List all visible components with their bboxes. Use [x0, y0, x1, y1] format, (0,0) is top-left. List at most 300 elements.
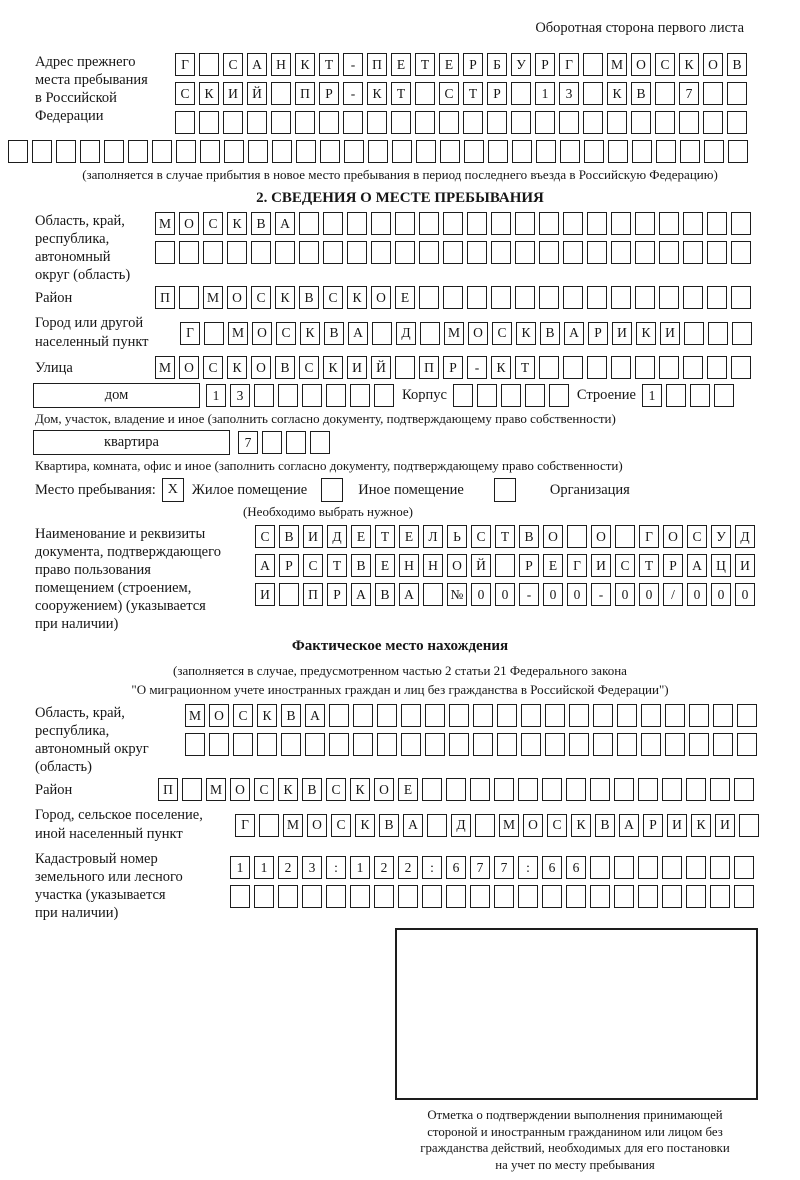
char-cell: Н [423, 554, 443, 577]
char-cell [614, 885, 634, 908]
char-cell: В [351, 554, 371, 577]
char-cell: - [519, 583, 539, 606]
char-cell: С [203, 356, 223, 379]
char-cell: Т [327, 554, 347, 577]
char-cell [419, 212, 439, 235]
char-cell [635, 212, 655, 235]
char-cell [398, 885, 418, 908]
char-cell [593, 704, 613, 727]
char-cell [707, 286, 727, 309]
char-cell: П [158, 778, 178, 801]
actual-district-cells [158, 778, 754, 801]
char-cell: Е [375, 554, 395, 577]
char-cell: Р [663, 554, 683, 577]
stay-option-organization-label: Организация [549, 481, 630, 498]
char-cell [392, 140, 412, 163]
char-cell: С [233, 704, 253, 727]
char-cell [209, 733, 229, 756]
char-cell [563, 241, 583, 264]
char-cell [659, 286, 679, 309]
char-cell [329, 704, 349, 727]
char-cell [278, 384, 298, 407]
stay-type-row [0, 478, 800, 502]
char-cell [179, 286, 199, 309]
document-row-3 [255, 583, 755, 606]
char-cell: А [564, 322, 584, 345]
char-cell [611, 241, 631, 264]
char-cell [614, 856, 634, 879]
char-cell: К [636, 322, 656, 345]
char-cell [470, 885, 490, 908]
char-cell: С [471, 525, 491, 548]
char-cell: К [691, 814, 711, 837]
char-cell: К [347, 286, 367, 309]
char-cell [464, 140, 484, 163]
label-line: Кадастровый номер [35, 851, 158, 867]
char-cell: О [663, 525, 683, 548]
char-cell: К [516, 322, 536, 345]
char-cell: 1 [642, 384, 662, 407]
prev-address-label [0, 53, 175, 125]
stay-label: Место пребывания: [35, 481, 156, 498]
char-cell [539, 286, 559, 309]
char-cell: Т [463, 82, 483, 105]
char-cell: 7 [679, 82, 699, 105]
actual-region-row-1 [185, 704, 757, 727]
char-cell [587, 212, 607, 235]
label-line: республика, [35, 231, 110, 247]
char-cell [295, 111, 315, 134]
label-line: Область, край, [35, 705, 125, 721]
char-cell: Й [371, 356, 391, 379]
char-cell: И [303, 525, 323, 548]
char-cell [566, 885, 586, 908]
char-cell [590, 856, 610, 879]
cadastre-row-2 [230, 885, 754, 908]
char-cell: О [374, 778, 394, 801]
char-cell [453, 384, 473, 407]
char-cell [416, 140, 436, 163]
char-cell: С [492, 322, 512, 345]
char-cell [463, 111, 483, 134]
char-cell [590, 885, 610, 908]
korpus-cells [453, 384, 569, 407]
char-cell [617, 733, 637, 756]
char-cell [542, 778, 562, 801]
prev-address-cells [175, 53, 747, 134]
char-cell [350, 384, 370, 407]
char-cell [446, 778, 466, 801]
char-cell [497, 733, 517, 756]
char-cell [539, 241, 559, 264]
city-cells [180, 322, 752, 345]
char-cell: Е [391, 53, 411, 76]
char-cell [374, 384, 394, 407]
char-cell [515, 241, 535, 264]
char-cell [511, 111, 531, 134]
char-cell: М [203, 286, 223, 309]
actual-district-row [0, 778, 800, 801]
char-cell [632, 140, 652, 163]
char-cell: М [228, 322, 248, 345]
char-cell [310, 431, 330, 454]
char-cell: Д [327, 525, 347, 548]
char-cell [487, 111, 507, 134]
char-cell [415, 82, 435, 105]
char-cell [495, 554, 515, 577]
confirmation-stamp-box [395, 928, 758, 1100]
char-cell: 0 [711, 583, 731, 606]
char-cell [473, 733, 493, 756]
label-line: (заполняется в случае, предусмотренном частью 2 статьи 21 Федерального закона [173, 663, 627, 678]
char-cell: Е [351, 525, 371, 548]
label-line: участка (указывается [35, 887, 166, 903]
char-cell [680, 140, 700, 163]
char-cell [204, 322, 224, 345]
prev-address-row-3 [175, 111, 747, 134]
char-cell [251, 241, 271, 264]
char-cell [684, 322, 704, 345]
char-cell [279, 583, 299, 606]
stay-option-other-label: Иное помещение [358, 481, 464, 498]
char-cell: Г [639, 525, 659, 548]
char-cell [491, 286, 511, 309]
actual-region-label [0, 704, 185, 776]
char-cell [449, 733, 469, 756]
char-cell: 0 [495, 583, 515, 606]
checkbox-organization [494, 478, 516, 502]
char-cell: Т [391, 82, 411, 105]
char-cell: И [612, 322, 632, 345]
char-cell: С [687, 525, 707, 548]
char-cell: В [595, 814, 615, 837]
char-cell [559, 111, 579, 134]
char-cell: В [379, 814, 399, 837]
char-cell: Т [319, 53, 339, 76]
char-cell [343, 111, 363, 134]
char-cell [155, 241, 175, 264]
label-line: стороной и иностранным гражданином или лицом без [427, 1124, 723, 1139]
apartment-note: Квартира, комната, офис и иное (заполнить согласно документу, подтверждающему право собственности) [35, 458, 623, 473]
char-cell: В [275, 356, 295, 379]
document-label [0, 525, 255, 633]
char-cell [395, 241, 415, 264]
char-cell: Й [471, 554, 491, 577]
char-cell: Р [463, 53, 483, 76]
char-cell: - [467, 356, 487, 379]
char-cell: Й [247, 82, 267, 105]
char-cell [377, 733, 397, 756]
char-cell: Т [515, 356, 535, 379]
char-cell: К [199, 82, 219, 105]
char-cell [425, 704, 445, 727]
char-cell: Г [180, 322, 200, 345]
char-cell [731, 286, 751, 309]
char-cell [563, 286, 583, 309]
char-cell [203, 241, 223, 264]
char-cell [497, 704, 517, 727]
label-line: в Российской [35, 90, 117, 106]
region-block [0, 212, 800, 284]
char-cell: И [347, 356, 367, 379]
char-cell: 2 [398, 856, 418, 879]
label-line: "О миграционном учете иностранных граждан и лиц без гражданства в Российской Федерации") [131, 682, 669, 697]
char-cell [32, 140, 52, 163]
char-cell: С [254, 778, 274, 801]
char-cell [344, 140, 364, 163]
actual-region-cells [185, 704, 757, 756]
char-cell [488, 140, 508, 163]
char-cell: С [323, 286, 343, 309]
char-cell: Е [395, 286, 415, 309]
char-cell [491, 212, 511, 235]
char-cell [511, 82, 531, 105]
char-cell [611, 212, 631, 235]
char-cell [569, 733, 589, 756]
char-cell [638, 885, 658, 908]
char-cell: В [302, 778, 322, 801]
char-cell: 2 [374, 856, 394, 879]
char-cell [278, 885, 298, 908]
stroenie-label: Строение [576, 387, 636, 403]
char-cell: 0 [567, 583, 587, 606]
char-cell: Е [399, 525, 419, 548]
char-cell [395, 356, 415, 379]
label-line: (область) [35, 759, 92, 775]
char-cell: М [444, 322, 464, 345]
char-cell [707, 212, 727, 235]
street-cells [155, 356, 751, 379]
char-cell [104, 140, 124, 163]
char-cell [563, 356, 583, 379]
char-cell [521, 733, 541, 756]
char-cell: 7 [470, 856, 490, 879]
char-cell [521, 704, 541, 727]
char-cell: О [230, 778, 250, 801]
char-cell [607, 111, 627, 134]
char-cell [567, 525, 587, 548]
char-cell [617, 704, 637, 727]
char-cell: С [655, 53, 675, 76]
char-cell: Е [439, 53, 459, 76]
char-cell: О [251, 356, 271, 379]
actual-location-note [0, 661, 800, 699]
char-cell [512, 140, 532, 163]
label-line: населенный пункт [35, 334, 149, 350]
char-cell [545, 704, 565, 727]
label-line: земельного или лесного [35, 869, 183, 885]
cadastre-label [0, 848, 230, 922]
actual-city-cells [235, 814, 759, 837]
label-line: автономный [35, 249, 111, 265]
checkbox-residential: X [162, 478, 184, 502]
apartment-box-label: квартира [33, 430, 230, 455]
char-cell [689, 733, 709, 756]
char-cell: Р [535, 53, 555, 76]
char-cell [683, 356, 703, 379]
house-cells [206, 384, 394, 407]
char-cell [368, 140, 388, 163]
char-cell: А [247, 53, 267, 76]
char-cell: В [279, 525, 299, 548]
stamp-caption [380, 1107, 770, 1173]
char-cell: М [155, 356, 175, 379]
char-cell [443, 212, 463, 235]
char-cell [326, 885, 346, 908]
label-line: право пользования [35, 562, 151, 578]
region-row-1 [155, 212, 751, 235]
label-line: Адрес прежнего [35, 54, 136, 70]
char-cell [473, 704, 493, 727]
document-row-2 [255, 554, 755, 577]
char-cell [302, 384, 322, 407]
char-cell [494, 778, 514, 801]
city-row [0, 314, 800, 352]
char-cell: Р [319, 82, 339, 105]
char-cell: И [255, 583, 275, 606]
label-line: республика, [35, 723, 110, 739]
char-cell: К [367, 82, 387, 105]
char-cell: С [439, 82, 459, 105]
label-line: при наличии) [35, 905, 119, 921]
char-cell [446, 885, 466, 908]
char-cell: А [351, 583, 371, 606]
label-line: помещением (строением, [35, 580, 192, 596]
stay-option-residential-label: Жилое помещение [191, 481, 308, 498]
char-cell: 1 [230, 856, 250, 879]
char-cell [587, 241, 607, 264]
char-cell [614, 778, 634, 801]
char-cell [271, 111, 291, 134]
korpus-label: Корпус [402, 387, 447, 403]
char-cell [635, 356, 655, 379]
label-line: Наименование и реквизиты [35, 526, 206, 542]
char-cell [419, 241, 439, 264]
char-cell [401, 704, 421, 727]
char-cell [395, 212, 415, 235]
char-cell [583, 82, 603, 105]
char-cell [690, 384, 710, 407]
char-cell [176, 140, 196, 163]
char-cell: О [307, 814, 327, 837]
char-cell [427, 814, 447, 837]
char-cell [179, 241, 199, 264]
char-cell: А [687, 554, 707, 577]
char-cell [659, 241, 679, 264]
char-cell [731, 212, 751, 235]
char-cell: О [179, 212, 199, 235]
label-line: округ (область) [35, 267, 131, 283]
region-label [0, 212, 155, 284]
char-cell [566, 778, 586, 801]
char-cell: В [251, 212, 271, 235]
char-cell [707, 241, 727, 264]
char-cell: 1 [254, 856, 274, 879]
char-cell: А [305, 704, 325, 727]
char-cell [320, 140, 340, 163]
char-cell [587, 356, 607, 379]
char-cell: К [300, 322, 320, 345]
char-cell [422, 885, 442, 908]
char-cell [319, 111, 339, 134]
char-cell [638, 778, 658, 801]
char-cell: - [343, 82, 363, 105]
char-cell [545, 733, 565, 756]
char-cell [515, 286, 535, 309]
char-cell [248, 140, 268, 163]
document-cells [255, 525, 755, 606]
char-cell [703, 111, 723, 134]
char-cell [259, 814, 279, 837]
char-cell [727, 82, 747, 105]
char-cell: А [403, 814, 423, 837]
char-cell: У [711, 525, 731, 548]
char-cell: О [703, 53, 723, 76]
char-cell [254, 885, 274, 908]
char-cell: О [631, 53, 651, 76]
region-row-2 [155, 241, 751, 264]
char-cell [491, 241, 511, 264]
char-cell: О [447, 554, 467, 577]
char-cell [593, 733, 613, 756]
char-cell [501, 384, 521, 407]
char-cell [199, 111, 219, 134]
char-cell [569, 704, 589, 727]
char-cell [734, 856, 754, 879]
char-cell: Ь [447, 525, 467, 548]
cadastre-block [0, 848, 800, 922]
char-cell [713, 704, 733, 727]
char-cell: Ц [711, 554, 731, 577]
char-cell [539, 356, 559, 379]
char-cell [299, 212, 319, 235]
char-cell: Т [495, 525, 515, 548]
char-cell: В [519, 525, 539, 548]
street-row [0, 356, 800, 379]
char-cell [350, 885, 370, 908]
city-label [0, 314, 180, 352]
char-cell [440, 140, 460, 163]
char-cell [8, 140, 28, 163]
char-cell: М [155, 212, 175, 235]
char-cell [689, 704, 709, 727]
char-cell [679, 111, 699, 134]
char-cell: К [323, 356, 343, 379]
char-cell: О [523, 814, 543, 837]
char-cell [223, 111, 243, 134]
char-cell: : [326, 856, 346, 879]
char-cell [535, 111, 555, 134]
char-cell: Г [567, 554, 587, 577]
char-cell: 0 [735, 583, 755, 606]
document-row-1 [255, 525, 755, 548]
char-cell [182, 778, 202, 801]
char-cell [347, 212, 367, 235]
char-cell: В [281, 704, 301, 727]
char-cell [299, 241, 319, 264]
char-cell: К [278, 778, 298, 801]
char-cell [611, 286, 631, 309]
char-cell: Р [279, 554, 299, 577]
char-cell [587, 286, 607, 309]
stay-choose-note: (Необходимо выбрать нужное) [242, 504, 414, 519]
char-cell: К [257, 704, 277, 727]
char-cell: Д [451, 814, 471, 837]
document-block [0, 525, 800, 633]
char-cell [326, 384, 346, 407]
char-cell [515, 212, 535, 235]
char-cell [683, 212, 703, 235]
